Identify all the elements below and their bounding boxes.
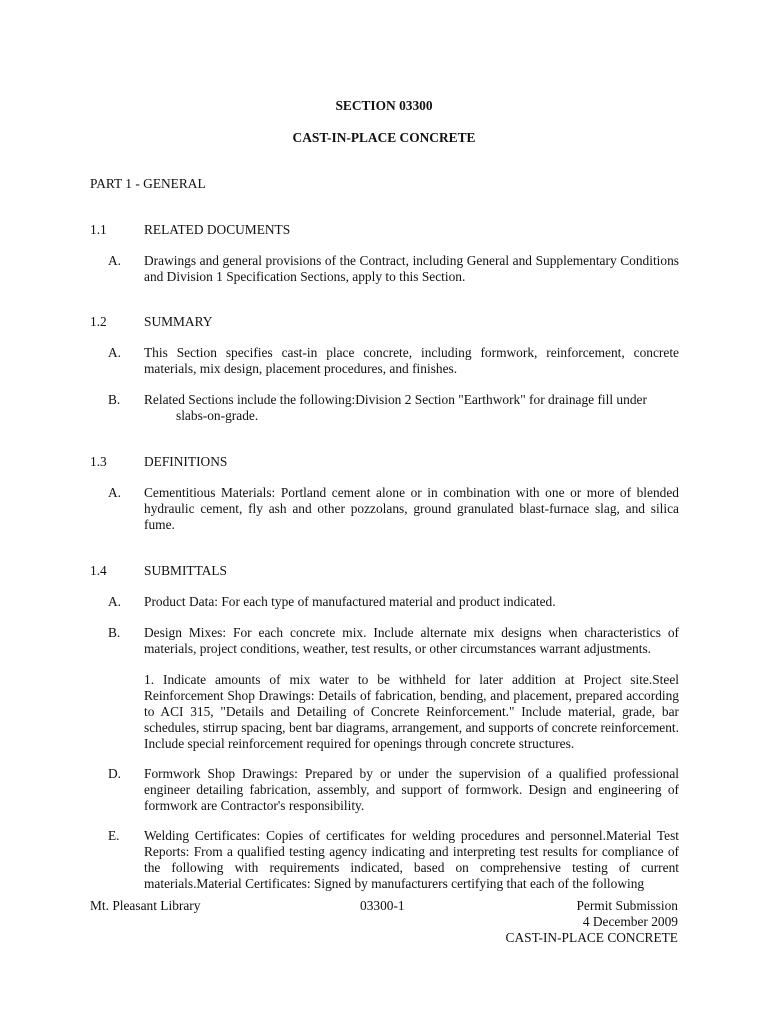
footer-right-block <box>506 898 678 946</box>
paragraph-text: Product Data: For each type of manufactured material and product indicated. <box>144 594 556 609</box>
paragraph-text: Welding Certificates: Copies of certificates for welding procedures and personnel.Material Test Reports: From a qualified testing agency indicating and interpreting test results for compliance of the following with requirements indicated, based on comprehensive testing of current materials.Material Certificates: Signed by manufacturers certifying that each of the following <box>144 828 679 891</box>
footer-project: Mt. Pleasant Library <box>90 898 201 913</box>
paragraph-letter: D. <box>108 766 122 781</box>
article-title: DEFINITIONS <box>144 454 228 469</box>
paragraph-letter: B. <box>108 392 121 407</box>
paragraph-text <box>144 392 679 424</box>
paragraph-text: Formwork Shop Drawings: Prepared by or under the supervision of a qualified professional engineer detailing fabrication, assembly, and support of formwork. Design and engineering of formwork are Contractor's responsibility. <box>144 766 679 813</box>
paragraph-letter: A. <box>108 485 122 500</box>
paragraph-text: Drawings and general provisions of the Contract, including General and Supplementary Conditions and Division 1 Specification Sections, apply to this Section. <box>144 253 679 284</box>
article-number: 1.2 <box>90 314 107 329</box>
section-title: CAST-IN-PLACE CONCRETE <box>292 130 476 145</box>
paragraph-line: Related Sections include the following:Division 2 Section "Earthwork" for drainage fill under <box>144 392 647 407</box>
paragraph-letter: A. <box>108 345 122 360</box>
subparagraph-text: 1. Indicate amounts of mix water to be withheld for later addition at Project site.Steel Reinforcement Shop Drawings: Details of fabrication, bending, and placement, prepared according to ACI 315, "Details and Detailing of Concrete Reinforcement." Include material, grade, bar schedules, stirrup spacing, bent bar diagrams, arrangement, and supports of concrete reinforcement. Include special reinforcement required for openings through concrete structures. <box>144 672 679 751</box>
article-number: 1.3 <box>90 454 107 469</box>
paragraph-letter: A. <box>108 594 122 609</box>
paragraph-text: Design Mixes: For each concrete mix. Include alternate mix designs when characteristics of materials, project conditions, weather, test results, or other circumstances warrant adjustments. <box>144 625 679 656</box>
paragraph-continuation: slabs-on-grade. <box>176 408 259 423</box>
article-title: RELATED DOCUMENTS <box>144 222 291 237</box>
article-title: SUBMITTALS <box>144 563 227 578</box>
footer-date: 4 December 2009 <box>582 914 678 929</box>
section-number: SECTION 03300 <box>335 98 433 113</box>
paragraph-letter: B. <box>108 625 121 640</box>
paragraph-text: This Section specifies cast-in place concrete, including formwork, reinforcement, concrete materials, mix design, placement procedures, and finishes. <box>144 345 679 376</box>
paragraph-letter: E. <box>108 828 120 843</box>
part-heading: PART 1 - GENERAL <box>90 176 206 191</box>
footer-title: CAST-IN-PLACE CONCRETE <box>505 930 678 945</box>
article-number: 1.4 <box>90 563 107 578</box>
article-title: SUMMARY <box>144 314 213 329</box>
paragraph-text: Cementitious Materials: Portland cement alone or in combination with one or more of blended hydraulic cement, fly ash and other pozzolans, ground granulated blast-furnace slag, and silica fume. <box>144 485 679 532</box>
article-number: 1.1 <box>90 222 107 237</box>
footer-page-number: 03300-1 <box>360 898 405 913</box>
footer-status: Permit Submission <box>576 898 678 913</box>
paragraph-letter: A. <box>108 253 122 268</box>
